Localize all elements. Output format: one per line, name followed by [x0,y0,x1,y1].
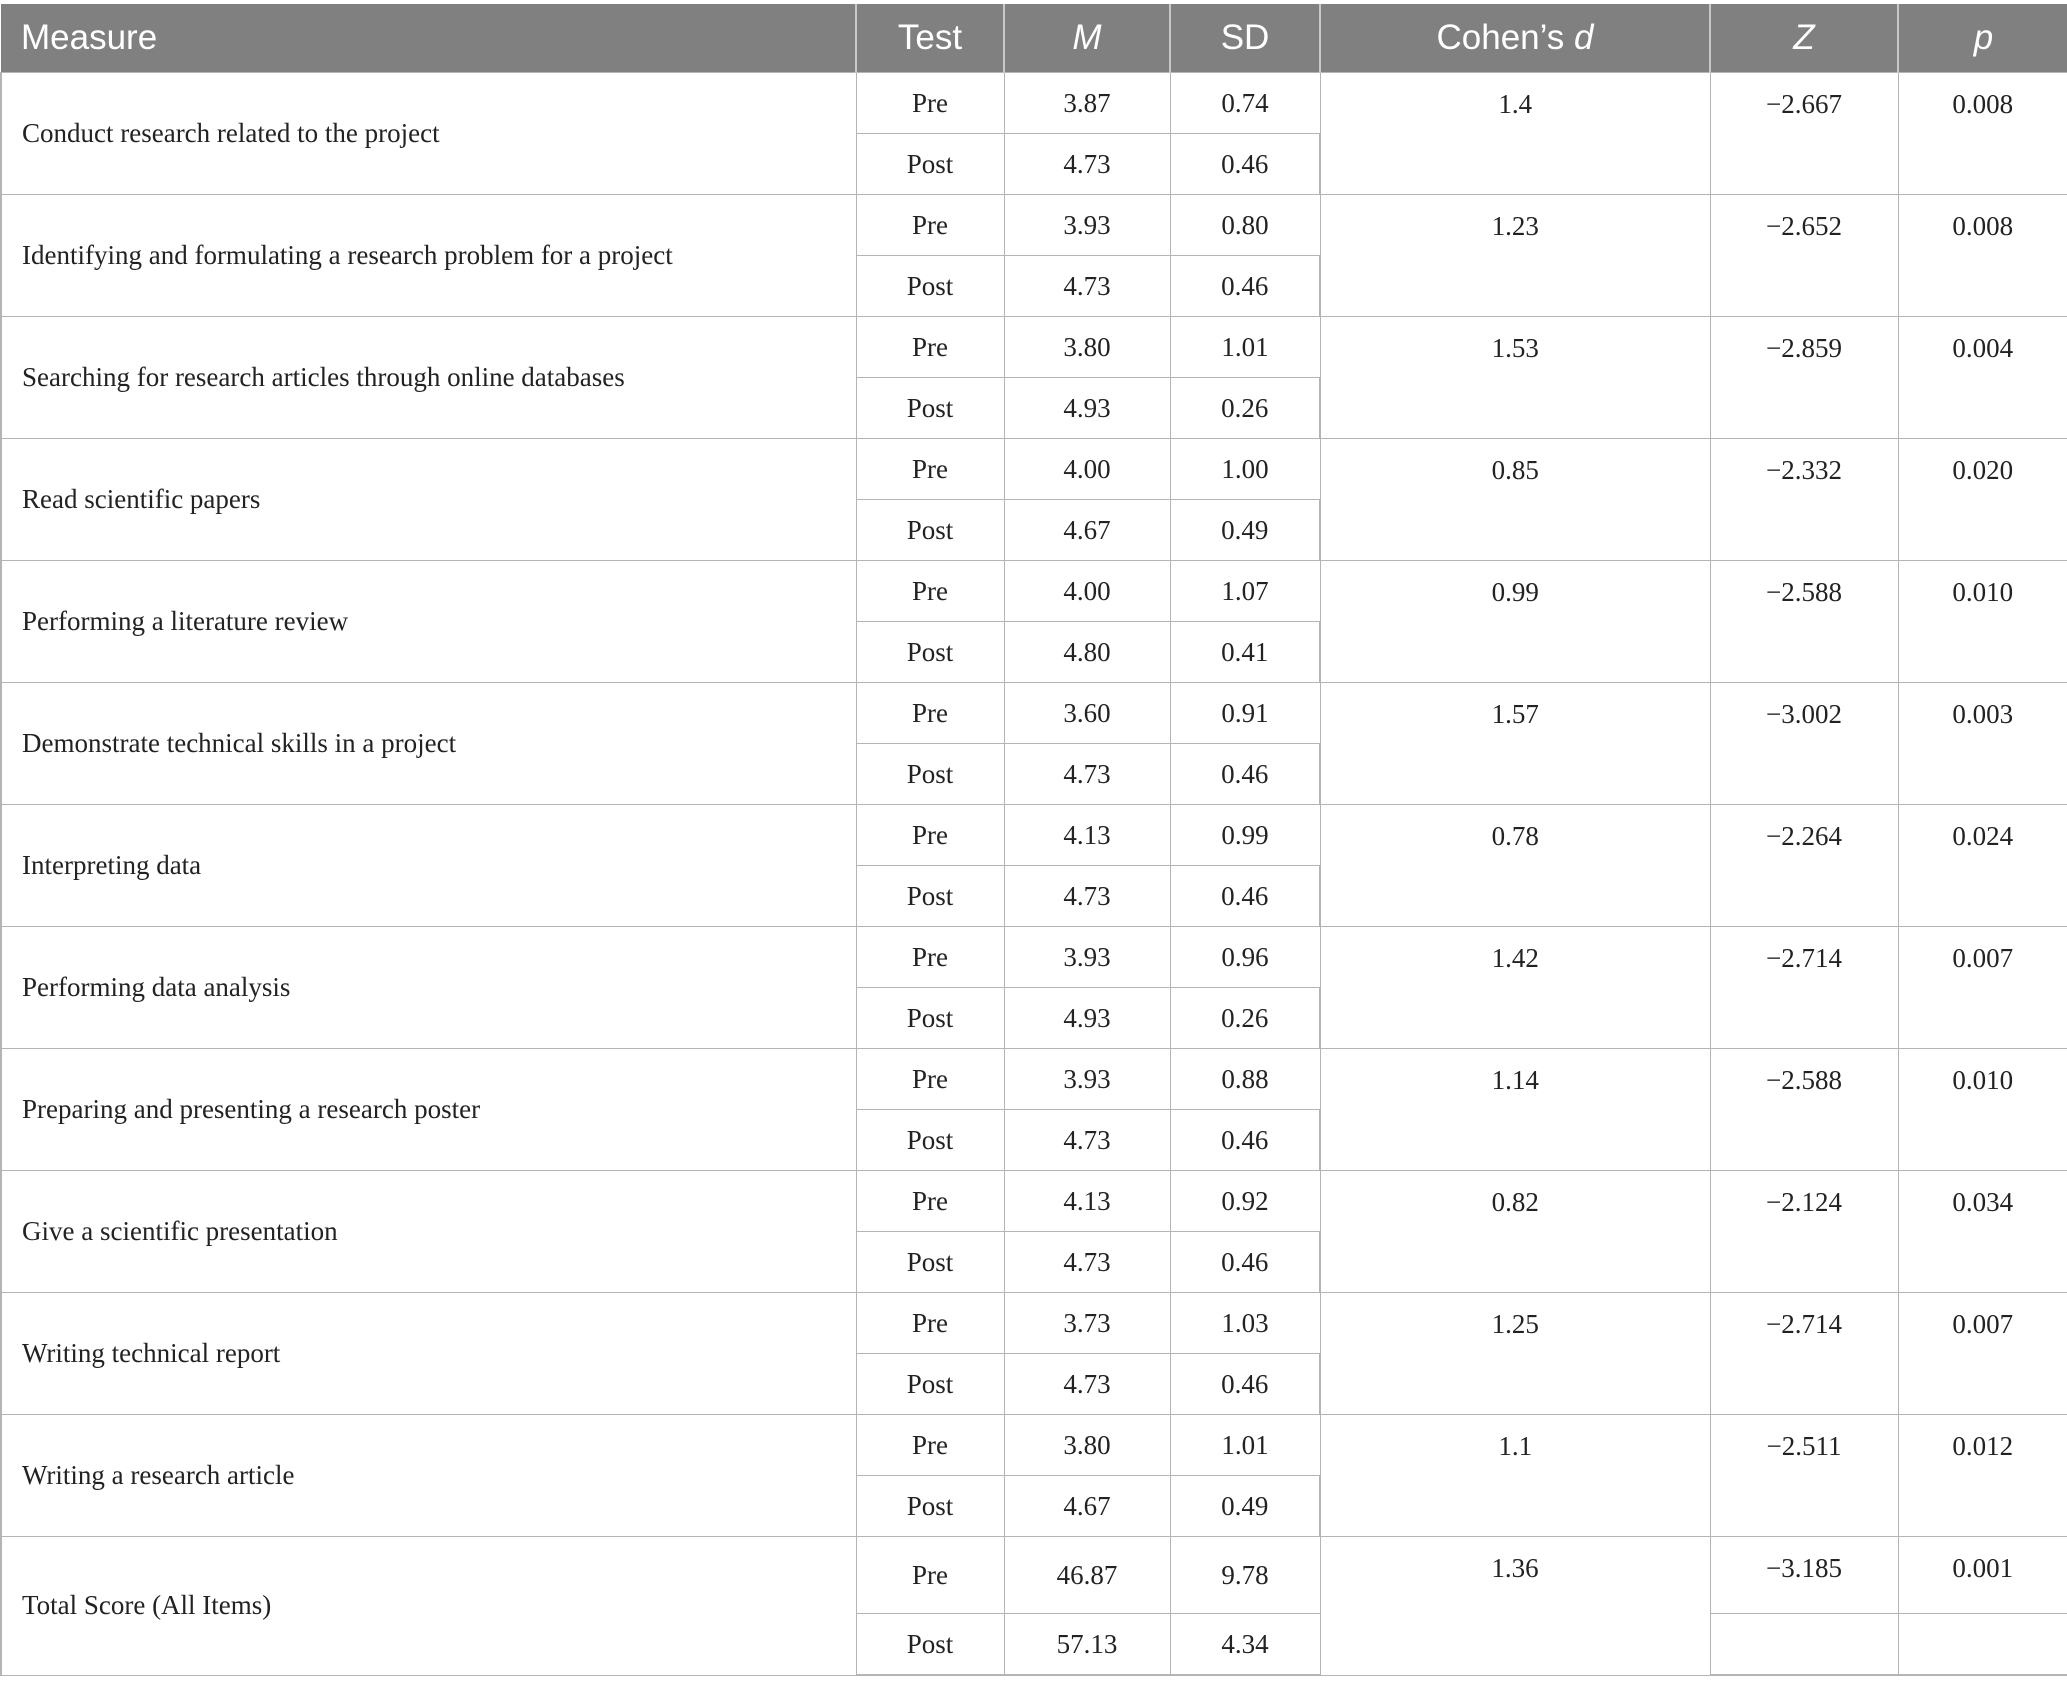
z-cell: −2.714 [1710,1293,1898,1415]
total-row-pre [1,1537,2067,1614]
table-row-pre [1,561,2067,622]
mean-cell: 3.60 [1004,683,1170,744]
mean-cell: 4.13 [1004,1171,1170,1232]
test-cell: Pre [856,927,1004,988]
p-cell: 0.008 [1898,73,2067,195]
p-cell: 0.003 [1898,683,2067,805]
test-cell: Post [856,1232,1004,1293]
mean-cell: 4.67 [1004,500,1170,561]
measure-cell: Performing a literature review [1,561,856,683]
test-cell: Pre [856,439,1004,500]
measure-cell: Give a scientific presentation [1,1171,856,1293]
mean-cell: 3.80 [1004,1415,1170,1476]
header-mean: M [1004,4,1170,73]
sd-cell: 0.41 [1170,622,1320,683]
test-cell: Post [856,744,1004,805]
cohens-d-cell: 1.25 [1320,1293,1710,1415]
cohens-d-cell: 0.78 [1320,805,1710,927]
measure-cell: Preparing and presenting a research poster [1,1049,856,1171]
measure-cell: Conduct research related to the project [1,73,856,195]
test-cell: Pre [856,805,1004,866]
table-row-pre [1,805,2067,866]
z-cell: −2.264 [1710,805,1898,927]
z-cell: −2.714 [1710,927,1898,1049]
mean-cell: 4.67 [1004,1476,1170,1537]
table-header [1,4,2067,73]
sd-cell: 0.46 [1170,1354,1320,1415]
test-cell: Pre [856,561,1004,622]
header-cohens-d [1320,4,1710,73]
p-cell: 0.008 [1898,195,2067,317]
p-cell: 0.010 [1898,561,2067,683]
mean-cell: 4.80 [1004,622,1170,683]
p-cell: 0.010 [1898,1049,2067,1171]
test-cell: Post [856,1614,1004,1676]
test-cell: Pre [856,73,1004,134]
test-cell: Post [856,378,1004,439]
mean-cell: 4.93 [1004,988,1170,1049]
measure-cell: Performing data analysis [1,927,856,1049]
results-table [0,4,2067,1676]
mean-cell: 4.13 [1004,805,1170,866]
p-cell: 0.024 [1898,805,2067,927]
header-p: p [1898,4,2067,73]
mean-cell: 4.73 [1004,256,1170,317]
measure-cell: Writing a research article [1,1415,856,1537]
p-cell: 0.034 [1898,1171,2067,1293]
table-row-pre [1,1415,2067,1476]
mean-cell: 4.00 [1004,561,1170,622]
sd-cell: 0.46 [1170,1110,1320,1171]
mean-cell: 4.73 [1004,1232,1170,1293]
mean-cell: 4.73 [1004,134,1170,195]
mean-cell: 46.87 [1004,1537,1170,1614]
cohens-d-cell: 1.36 [1320,1537,1710,1676]
sd-cell: 0.46 [1170,256,1320,317]
sd-cell: 0.46 [1170,744,1320,805]
table-row-pre [1,1049,2067,1110]
p-cell: 0.020 [1898,439,2067,561]
sd-cell: 0.88 [1170,1049,1320,1110]
test-cell: Post [856,256,1004,317]
sd-cell: 0.26 [1170,988,1320,1049]
p-cell: 0.001 [1898,1537,2067,1614]
sd-cell: 9.78 [1170,1537,1320,1614]
measure-cell: Identifying and formulating a research problem for a project [1,195,856,317]
header-cohens-prefix: Cohen’s [1436,18,1575,57]
mean-cell: 3.93 [1004,1049,1170,1110]
sd-cell: 1.03 [1170,1293,1320,1354]
mean-cell: 4.73 [1004,744,1170,805]
test-cell: Pre [856,1049,1004,1110]
measure-cell: Total Score (All Items) [1,1537,856,1676]
p-cell-empty [1898,1614,2067,1676]
test-cell: Post [856,1110,1004,1171]
p-cell: 0.004 [1898,317,2067,439]
cohens-d-cell: 0.99 [1320,561,1710,683]
test-cell: Pre [856,683,1004,744]
test-cell: Post [856,500,1004,561]
sd-cell: 1.01 [1170,317,1320,378]
mean-cell: 4.00 [1004,439,1170,500]
sd-cell: 0.46 [1170,866,1320,927]
header-test: Test [856,4,1004,73]
measure-cell: Searching for research articles through online databases [1,317,856,439]
test-cell: Post [856,134,1004,195]
sd-cell: 1.07 [1170,561,1320,622]
sd-cell: 0.49 [1170,500,1320,561]
header-sd: SD [1170,4,1320,73]
z-cell: −3.002 [1710,683,1898,805]
mean-cell: 4.73 [1004,866,1170,927]
cohens-d-cell: 1.23 [1320,195,1710,317]
table-row-pre [1,927,2067,988]
cohens-d-cell: 0.85 [1320,439,1710,561]
table-row-pre [1,73,2067,134]
z-cell: −2.588 [1710,1049,1898,1171]
sd-cell: 0.92 [1170,1171,1320,1232]
z-cell: −2.511 [1710,1415,1898,1537]
sd-cell: 0.26 [1170,378,1320,439]
measure-cell: Read scientific papers [1,439,856,561]
table-row-pre [1,195,2067,256]
table-row-pre [1,317,2067,378]
p-cell: 0.007 [1898,927,2067,1049]
table-body [1,73,2067,1676]
cohens-d-cell: 1.53 [1320,317,1710,439]
p-cell: 0.007 [1898,1293,2067,1415]
mean-cell: 4.93 [1004,378,1170,439]
mean-cell: 57.13 [1004,1614,1170,1676]
cohens-d-cell: 1.14 [1320,1049,1710,1171]
z-cell-empty [1710,1614,1898,1676]
sd-cell: 0.96 [1170,927,1320,988]
measure-cell: Demonstrate technical skills in a project [1,683,856,805]
test-cell: Post [856,622,1004,683]
sd-cell: 1.00 [1170,439,1320,500]
mean-cell: 3.93 [1004,927,1170,988]
header-cohens-d-letter: d [1574,18,1594,57]
test-cell: Post [856,1354,1004,1415]
sd-cell: 0.74 [1170,73,1320,134]
z-cell: −2.859 [1710,317,1898,439]
sd-cell: 0.49 [1170,1476,1320,1537]
cohens-d-cell: 1.57 [1320,683,1710,805]
test-cell: Post [856,1476,1004,1537]
sd-cell: 0.99 [1170,805,1320,866]
test-cell: Pre [856,1537,1004,1614]
z-cell: −3.185 [1710,1537,1898,1614]
sd-cell: 0.46 [1170,1232,1320,1293]
sd-cell: 1.01 [1170,1415,1320,1476]
z-cell: −2.667 [1710,73,1898,195]
sd-cell: 4.34 [1170,1614,1320,1676]
measure-cell: Writing technical report [1,1293,856,1415]
test-cell: Pre [856,1415,1004,1476]
sd-cell: 0.46 [1170,134,1320,195]
z-cell: −2.588 [1710,561,1898,683]
cohens-d-cell: 1.4 [1320,73,1710,195]
test-cell: Pre [856,317,1004,378]
sd-cell: 0.91 [1170,683,1320,744]
p-cell: 0.012 [1898,1415,2067,1537]
mean-cell: 3.80 [1004,317,1170,378]
header-z: Z [1710,4,1898,73]
test-cell: Pre [856,1171,1004,1232]
measure-cell: Interpreting data [1,805,856,927]
z-cell: −2.124 [1710,1171,1898,1293]
mean-cell: 4.73 [1004,1110,1170,1171]
header-row [1,4,2067,73]
mean-cell: 4.73 [1004,1354,1170,1415]
cohens-d-cell: 1.42 [1320,927,1710,1049]
mean-cell: 3.87 [1004,73,1170,134]
mean-cell: 3.73 [1004,1293,1170,1354]
z-cell: −2.652 [1710,195,1898,317]
header-measure: Measure [1,4,856,73]
test-cell: Pre [856,195,1004,256]
table-row-pre [1,683,2067,744]
test-cell: Post [856,866,1004,927]
table-row-pre [1,439,2067,500]
table-row-pre [1,1171,2067,1232]
sd-cell: 0.80 [1170,195,1320,256]
test-cell: Pre [856,1293,1004,1354]
z-cell: −2.332 [1710,439,1898,561]
table-row-pre [1,1293,2067,1354]
test-cell: Post [856,988,1004,1049]
mean-cell: 3.93 [1004,195,1170,256]
cohens-d-cell: 1.1 [1320,1415,1710,1537]
cohens-d-cell: 0.82 [1320,1171,1710,1293]
